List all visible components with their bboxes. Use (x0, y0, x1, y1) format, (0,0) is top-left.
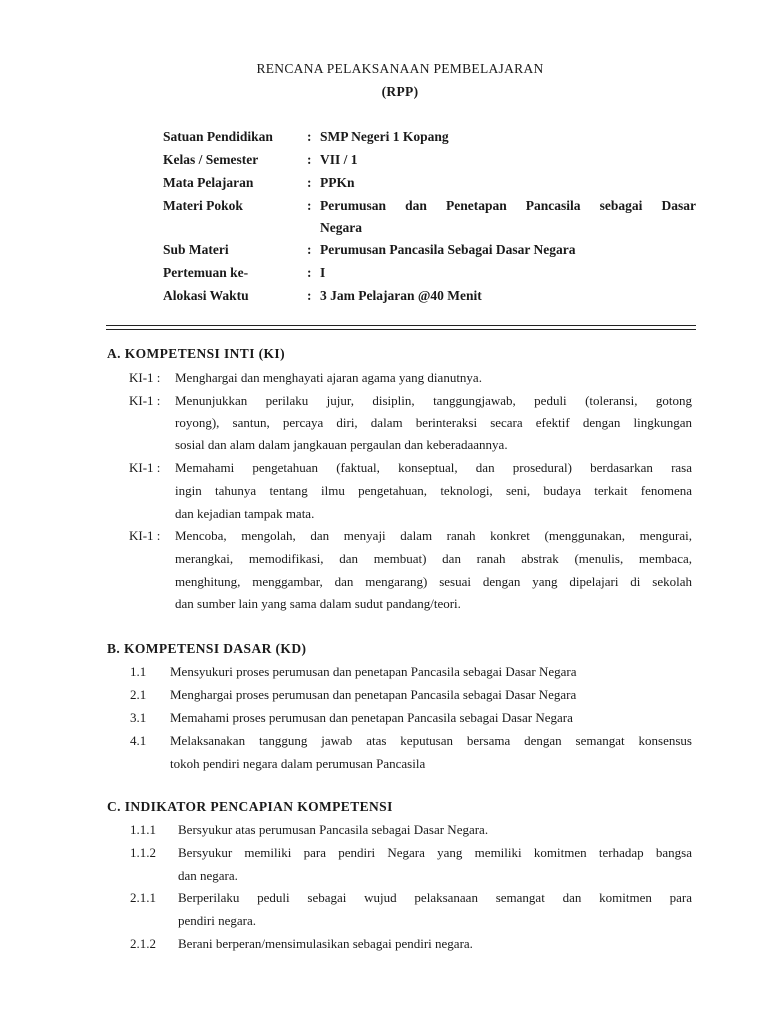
ki-text: royong), santun, percaya diri, dalam berinteraksi secara efektif dengan lingkungan (175, 415, 692, 430)
indicator-text: Berperilaku peduli sebagai wujud pelaksanaan semangat dan komitmen para (178, 890, 692, 905)
document-subtitle: (RPP) (381, 84, 419, 99)
identity-value: 3 Jam Pelajaran @40 Menit (320, 288, 482, 303)
ki-label: KI-1 : (129, 393, 161, 408)
indicator-text: Bersyukur memiliki para pendiri Negara yang memiliki komitmen terhadap bangsa (178, 845, 692, 860)
kd-number: 3.1 (130, 710, 147, 725)
identity-colon: : (307, 288, 312, 303)
kd-number: 4.1 (130, 733, 147, 748)
section-a-heading: A. KOMPETENSI INTI (KI) (107, 346, 285, 361)
ki-text: Mencoba, mengolah, dan menyaji dalam ranah konkret (menggunakan, mengurai, (175, 528, 692, 543)
indicator-number: 1.1.1 (130, 822, 156, 837)
indicator-text: Bersyukur atas perumusan Pancasila sebagai Dasar Negara. (178, 822, 489, 837)
identity-colon: : (307, 175, 312, 190)
ki-label: KI-1 : (129, 460, 161, 475)
ki-text: merangkai, memodifikasi, dan membuat) dan ranah abstrak (menulis, membaca, (175, 551, 692, 566)
identity-value: Negara (320, 220, 362, 235)
identity-colon: : (307, 152, 312, 167)
ki-text: dan kejadian tampak mata. (175, 506, 315, 521)
document-title: RENCANA PELAKSANAAN PEMBELAJARAN (256, 61, 544, 76)
kd-number: 1.1 (130, 664, 147, 679)
ki-text: sosial dan alam dalam jangkauan pergaulan dan keberadaannya. (175, 437, 508, 452)
identity-value: I (320, 265, 326, 280)
identity-label: Kelas / Semester (163, 152, 259, 167)
indicator-text: dan negara. (178, 868, 238, 883)
identity-label: Mata Pelajaran (163, 175, 254, 190)
kd-text: Menghargai proses perumusan dan penetapan Pancasila sebagai Dasar Negara (170, 687, 577, 702)
identity-value: Perumusan dan Penetapan Pancasila sebagai Dasar (320, 198, 696, 213)
indicator-text: pendiri negara. (178, 913, 256, 928)
identity-label: Materi Pokok (163, 198, 243, 213)
identity-colon: : (307, 242, 312, 257)
identity-colon: : (307, 198, 312, 213)
ki-text: Menghargai dan menghayati ajaran agama yang dianutnya. (175, 370, 482, 385)
section-c-heading: C. INDIKATOR PENCAPIAN KOMPETENSI (107, 799, 393, 814)
indicator-text: Berani berperan/mensimulasikan sebagai pendiri negara. (178, 936, 473, 951)
identity-label: Pertemuan ke- (163, 265, 249, 280)
divider-bottom (106, 329, 696, 330)
identity-value: SMP Negeri 1 Kopang (320, 129, 449, 144)
kd-text: Melaksanakan tanggung jawab atas keputusan bersama dengan semangat konsensus (170, 733, 692, 748)
divider-top (106, 325, 696, 326)
ki-label: KI-1 : (129, 528, 161, 543)
identity-value: PPKn (320, 175, 355, 190)
indicator-number: 1.1.2 (130, 845, 156, 860)
indicator-number: 2.1.1 (130, 890, 156, 905)
identity-label: Satuan Pendidikan (163, 129, 273, 144)
section-b-heading: B. KOMPETENSI DASAR (KD) (107, 641, 307, 656)
identity-value: VII / 1 (320, 152, 358, 167)
identity-colon: : (307, 265, 312, 280)
kd-number: 2.1 (130, 687, 147, 702)
kd-text: Memahami proses perumusan dan penetapan Pancasila sebagai Dasar Negara (170, 710, 573, 725)
ki-text: ingin tahunya tentang ilmu pengetahuan, teknologi, seni, budaya terkait fenomena (175, 483, 692, 498)
ki-label: KI-1 : (129, 370, 161, 385)
kd-text: Mensyukuri proses perumusan dan penetapan Pancasila sebagai Dasar Negara (170, 664, 577, 679)
ki-text: menghitung, menggambar, dan mengarang) sesuai dengan yang dipelajari di sekolah (175, 574, 692, 589)
identity-label: Sub Materi (163, 242, 229, 257)
identity-label: Alokasi Waktu (163, 288, 249, 303)
ki-text: Memahami pengetahuan (faktual, konseptual, dan prosedural) berdasarkan rasa (175, 460, 692, 475)
indicator-number: 2.1.2 (130, 936, 156, 951)
identity-value: Perumusan Pancasila Sebagai Dasar Negara (320, 242, 576, 257)
identity-colon: : (307, 129, 312, 144)
kd-text: tokoh pendiri negara dalam perumusan Pancasila (170, 756, 426, 771)
ki-text: dan sumber lain yang sama dalam sudut pandang/teori. (175, 596, 461, 611)
ki-text: Menunjukkan perilaku jujur, disiplin, tanggungjawab, peduli (toleransi, gotong (175, 393, 692, 408)
